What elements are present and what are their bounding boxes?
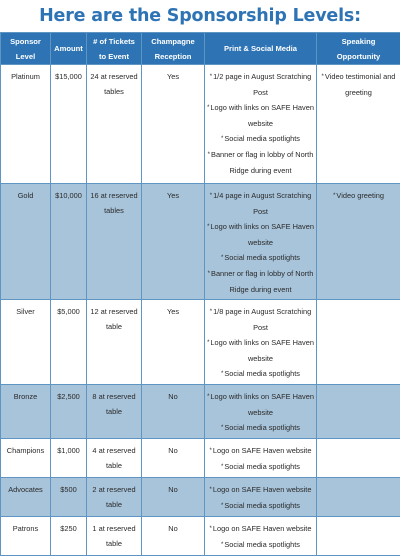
bullet-star-icon: * — [221, 542, 223, 548]
bullet-item — [207, 250, 314, 266]
cell-print-social — [205, 65, 317, 184]
cell-print-social — [205, 478, 317, 517]
bullet-star-icon: * — [221, 425, 223, 431]
cell-speaking — [317, 65, 400, 184]
bullet-text: Logo on SAFE Haven website — [213, 446, 312, 455]
cell-amount: $500 — [51, 478, 87, 517]
table-row — [1, 300, 400, 385]
cell-tickets: 4 at reserved table — [87, 439, 142, 478]
cell-print-social — [205, 385, 317, 439]
cell-speaking — [317, 385, 400, 439]
cell-champagne: Yes — [142, 300, 205, 385]
cell-sponsor-level: Platinum — [1, 65, 51, 184]
bullet-item — [207, 266, 314, 297]
cell-speaking — [317, 439, 400, 478]
bullet-item — [207, 335, 314, 366]
bullet-text: Logo on SAFE Haven website — [213, 485, 312, 494]
bullet-star-icon: * — [210, 448, 212, 454]
cell-champagne: No — [142, 385, 205, 439]
bullet-item — [207, 498, 314, 514]
bullet-item — [207, 188, 314, 219]
bullet-star-icon: * — [207, 340, 209, 346]
table-row — [1, 184, 400, 300]
bullet-item — [207, 459, 314, 475]
header-tickets: # of Tickets to Event — [87, 33, 142, 65]
bullet-star-icon: * — [210, 309, 212, 315]
cell-tickets: 24 at reserved tables — [87, 65, 142, 184]
cell-sponsor-level: Bronze — [1, 385, 51, 439]
table-row — [1, 439, 400, 478]
bullet-item — [207, 219, 314, 250]
bullet-star-icon: * — [221, 371, 223, 377]
table-row — [1, 478, 400, 517]
bullet-item — [207, 420, 314, 436]
bullet-star-icon: * — [210, 487, 212, 493]
cell-print-social — [205, 184, 317, 300]
cell-tickets: 16 at reserved tables — [87, 184, 142, 300]
bullet-item — [207, 537, 314, 553]
header-speaking: Speaking Opportunity — [317, 33, 400, 65]
bullet-star-icon: * — [322, 74, 324, 80]
bullet-star-icon: * — [207, 224, 209, 230]
cell-sponsor-level: Patrons — [1, 517, 51, 556]
header-amount: Amount — [51, 33, 87, 65]
bullet-star-icon: * — [210, 193, 212, 199]
bullet-item — [207, 389, 314, 420]
cell-amount: $1,000 — [51, 439, 87, 478]
bullet-item — [207, 443, 314, 459]
bullet-star-icon: * — [208, 152, 210, 158]
cell-speaking — [317, 300, 400, 385]
bullet-text: Social media spotlights — [224, 253, 300, 262]
cell-amount: $5,000 — [51, 300, 87, 385]
table-row — [1, 65, 400, 184]
bullet-text: Social media spotlights — [224, 540, 300, 549]
bullet-item — [207, 131, 314, 147]
cell-amount: $10,000 — [51, 184, 87, 300]
bullet-text: Social media spotlights — [224, 501, 300, 510]
cell-champagne: No — [142, 517, 205, 556]
table-row — [1, 385, 400, 439]
sponsorship-table — [0, 32, 400, 556]
bullet-text: Logo with links on SAFE Haven website — [210, 103, 314, 128]
cell-sponsor-level: Gold — [1, 184, 51, 300]
bullet-item — [207, 521, 314, 537]
cell-tickets: 1 at reserved table — [87, 517, 142, 556]
cell-speaking — [317, 184, 400, 300]
cell-sponsor-level: Silver — [1, 300, 51, 385]
cell-champagne: No — [142, 439, 205, 478]
cell-champagne: Yes — [142, 184, 205, 300]
bullet-text: Logo with links on SAFE Haven website — [210, 392, 314, 417]
cell-tickets: 12 at reserved table — [87, 300, 142, 385]
table-row — [1, 517, 400, 556]
cell-amount: $250 — [51, 517, 87, 556]
bullet-item — [207, 366, 314, 382]
bullet-text: Social media spotlights — [224, 134, 300, 143]
bullet-item — [319, 69, 398, 100]
cell-sponsor-level: Advocates — [1, 478, 51, 517]
cell-tickets: 8 at reserved table — [87, 385, 142, 439]
table-header-row — [1, 33, 400, 65]
bullet-text: 1/8 page in August Scratching Post — [213, 307, 311, 332]
bullet-item — [319, 188, 398, 204]
cell-print-social — [205, 300, 317, 385]
header-sponsor-level: Sponsor Level — [1, 33, 51, 65]
cell-champagne: Yes — [142, 65, 205, 184]
bullet-text: Logo on SAFE Haven website — [213, 524, 312, 533]
bullet-star-icon: * — [207, 105, 209, 111]
cell-amount: $2,500 — [51, 385, 87, 439]
bullet-item — [207, 69, 314, 100]
page-title: Here are the Sponsorship Levels: — [0, 0, 400, 32]
cell-sponsor-level: Champions — [1, 439, 51, 478]
bullet-star-icon: * — [221, 136, 223, 142]
bullet-item — [207, 100, 314, 131]
bullet-star-icon: * — [333, 193, 335, 199]
bullet-item — [207, 482, 314, 498]
cell-champagne: No — [142, 478, 205, 517]
bullet-text: Social media spotlights — [224, 423, 300, 432]
bullet-text: Social media spotlights — [224, 462, 300, 471]
cell-print-social — [205, 517, 317, 556]
cell-amount: $15,000 — [51, 65, 87, 184]
cell-speaking — [317, 478, 400, 517]
bullet-star-icon: * — [221, 464, 223, 470]
table-body — [1, 65, 400, 556]
bullet-item — [207, 304, 314, 335]
bullet-text: Video greeting — [336, 191, 384, 200]
bullet-star-icon: * — [221, 503, 223, 509]
bullet-star-icon: * — [210, 526, 212, 532]
bullet-text: Banner or flag in lobby of North Ridge during event — [211, 150, 313, 175]
bullet-star-icon: * — [210, 74, 212, 80]
bullet-star-icon: * — [221, 255, 223, 261]
bullet-star-icon: * — [208, 271, 210, 277]
header-champagne: Champagne Reception — [142, 33, 205, 65]
bullet-text: Social media spotlights — [224, 369, 300, 378]
bullet-text: 1/2 page in August Scratching Post — [213, 72, 311, 97]
bullet-text: 1/4 page in August Scratching Post — [213, 191, 311, 216]
cell-speaking — [317, 517, 400, 556]
bullet-star-icon: * — [207, 394, 209, 400]
cell-tickets: 2 at reserved table — [87, 478, 142, 517]
bullet-item — [207, 147, 314, 178]
header-print-social: Print & Social Media — [205, 33, 317, 65]
bullet-text: Logo with links on SAFE Haven website — [210, 338, 314, 363]
bullet-text: Logo with links on SAFE Haven website — [210, 222, 314, 247]
bullet-text: Banner or flag in lobby of North Ridge during event — [211, 269, 313, 294]
cell-print-social — [205, 439, 317, 478]
bullet-text: Video testimonial and greeting — [325, 72, 396, 97]
